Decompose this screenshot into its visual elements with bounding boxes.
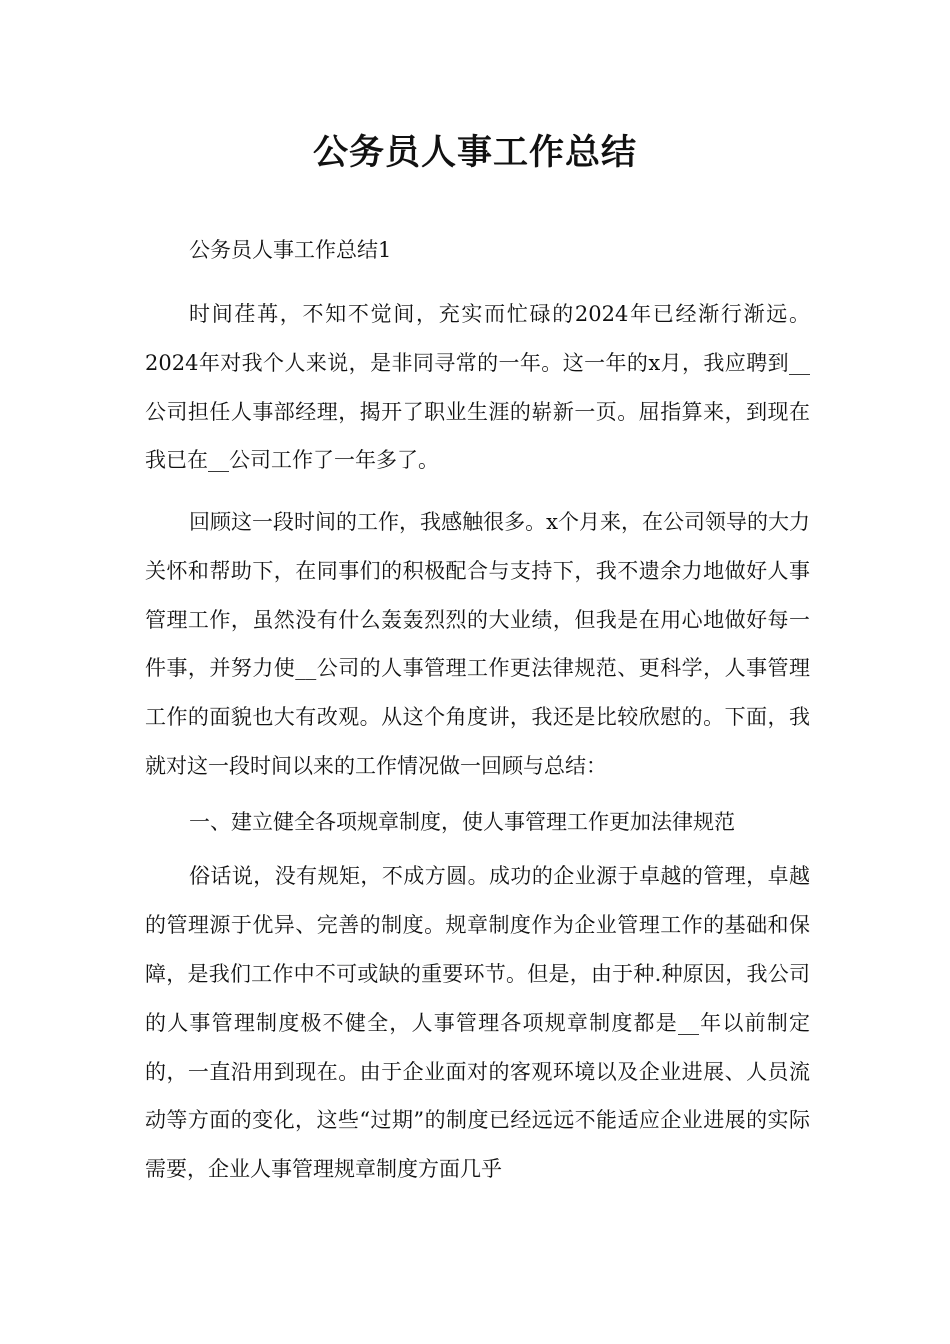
body-paragraph-2: 回顾这一段时间的工作，我感触很多。x个月来，在公司领导的大力关怀和帮助下，在同事们的积极配合与支持下，我不遗余力地做好人事管理工作，虽然没有什么轰轰烈烈的大业绩，但我是在用心地做好每一件事，并努力使__公司的人事管理工作更法律规范、更科学，人事管理工作的面貌也大有改观。从这个角度讲，我还是比较欣慰的。下面，我就对这一段时间以来的工作情况做一回顾与总结： [145,509,810,778]
document-title: 公务员人事工作总结 [312,133,637,173]
section-paragraph: 俗话说，没有规矩，不成方圆。成功的企业源于卓越的管理，卓越的管理源于优异、完善的制度。规章制度作为企业管理工作的基础和保障，是我们工作中不可或缺的重要环节。但是，由于种.种原因，我公司的人事管理制度极不健全，人事管理各项规章制度都是__年以前制定的，一直沿用到现在。由于企业面对的客观环境以及企业进展、人员流动等方面的变化，这些“过期”的制度已经远远不能适应企业进展的实际需要，企业人事管理规章制度方面几乎 [145,864,810,1182]
document-body [145,232,810,1207]
section-subtitle: 公务员人事工作总结1 [189,238,392,262]
body-paragraph-1: 时间荏苒，不知不觉间，充实而忙碌的2024年已经渐行渐远。2024年对我个人来说，是非同寻常的一年。这一年的x月，我应聘到__公司担任人事部经理，揭开了职业生涯的崭新一页。屈指算来，到现在我已在__公司工作了一年多了。 [145,302,810,473]
section-heading: 一、建立健全各项规章制度，使人事管理工作更加法律规范 [189,809,735,834]
